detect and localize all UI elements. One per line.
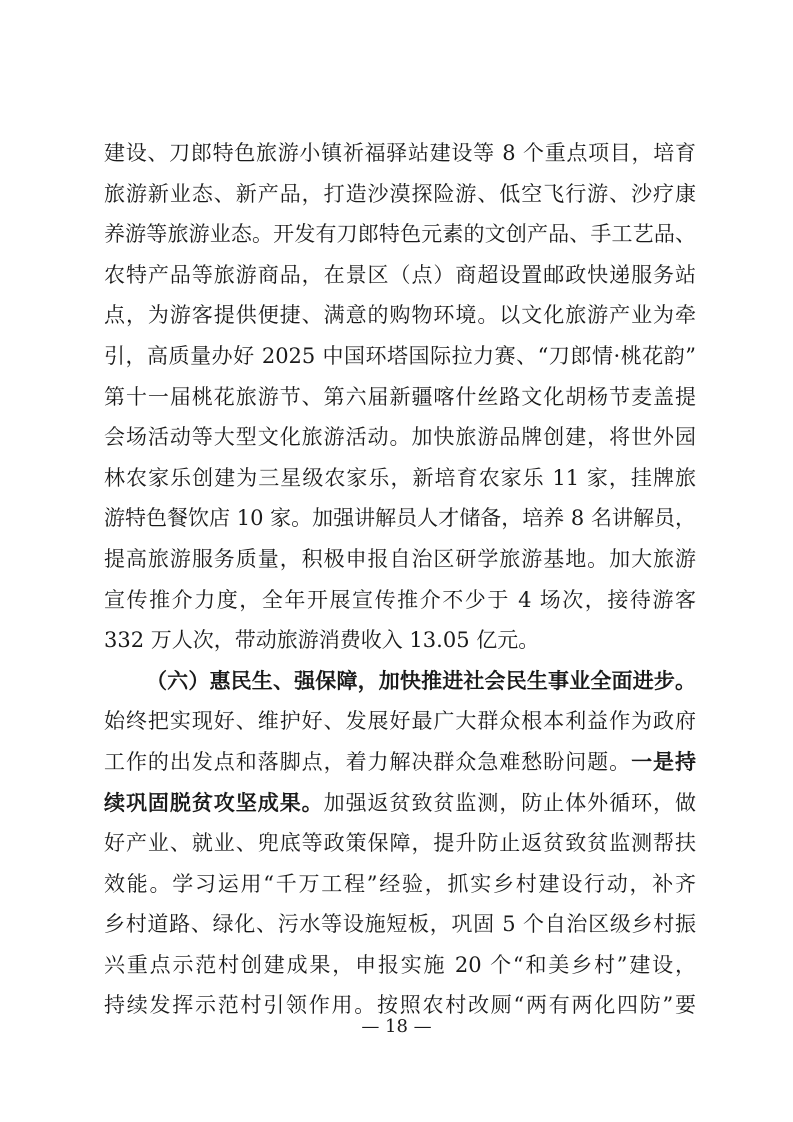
text-line: 兴重点示范村创建成果，申报实施 20 个“和美乡村”建设， bbox=[104, 952, 696, 977]
text-line: 好产业、就业、兜底等政策保障，提升防止返贫致贫监测帮扶 bbox=[104, 831, 696, 856]
text-line: 建设、刀郎特色旅游小镇祈福驿站建设等 8 个重点项目，培育 bbox=[104, 141, 696, 165]
text-line: 宣传推介力度，全年开展宣传推介不少于 4 场次，接待游客 bbox=[104, 587, 696, 612]
text-line: 提高旅游服务质量，积极申报自治区研学旅游基地。加大旅游 bbox=[104, 546, 696, 571]
text-line: 第十一届桃花旅游节、第六届新疆喀什丝路文化胡杨节麦盖提 bbox=[104, 384, 696, 409]
text-run: 加强返贫致贫监测，防止体外循环，做 bbox=[323, 790, 696, 815]
text-line: 乡村道路、绿化、污水等设施短板，巩固 5 个自治区级乡村振 bbox=[104, 912, 696, 937]
text-line: 332 万人次，带动旅游消费收入 13.05 亿元。 bbox=[104, 628, 540, 653]
text-line: 引，高质量办好 2025 中国环塔国际拉力赛、“刀郎情·桃花韵” bbox=[104, 343, 696, 368]
section-heading: （六）惠民生、强保障，加快推进社会民生事业全面进步。 bbox=[146, 667, 696, 693]
text-line: 效能。学习运用“千万工程”经验，抓实乡村建设行动，补齐 bbox=[104, 871, 696, 896]
bold-run: 一是持 bbox=[631, 748, 696, 774]
text-line: 会场活动等大型文化旅游活动。加快旅游品牌创建，将世外园 bbox=[104, 425, 696, 450]
text-line: 持续发挥示范村引领作用。按照农村改厕“两有两化四防”要 bbox=[104, 993, 696, 1018]
page-number: — 18 — bbox=[361, 1016, 432, 1037]
text-line: 旅游新业态、新产品，打造沙漠探险游、低空飞行游、沙疗康 bbox=[104, 181, 696, 206]
text-line: 林农家乐创建为三星级农家乐，新培育农家乐 11 家，挂牌旅 bbox=[104, 465, 696, 490]
text-line: 农特产品等旅游商品，在景区（点）商超设置邮政快递服务站 bbox=[104, 262, 696, 287]
bold-run: 续巩固脱贫攻坚成果。 bbox=[104, 789, 324, 815]
text-line: 游特色餐饮店 10 家。加强讲解员人才储备，培养 8 名讲解员， bbox=[104, 506, 696, 531]
text-run: 工作的出发点和落脚点，着力解决群众急难愁盼问题。 bbox=[104, 749, 632, 774]
body-text bbox=[104, 133, 696, 1026]
text-line bbox=[104, 742, 696, 783]
text-line: 始终把实现好、维护好、发展好最广大群众根本利益作为政府 bbox=[104, 709, 696, 734]
text-line: 点，为游客提供便捷、满意的购物环境。以文化旅游产业为牵 bbox=[104, 303, 696, 328]
text-line: 养游等旅游业态。开发有刀郎特色元素的文创产品、手工艺品、 bbox=[104, 222, 696, 247]
text-line bbox=[104, 783, 696, 824]
